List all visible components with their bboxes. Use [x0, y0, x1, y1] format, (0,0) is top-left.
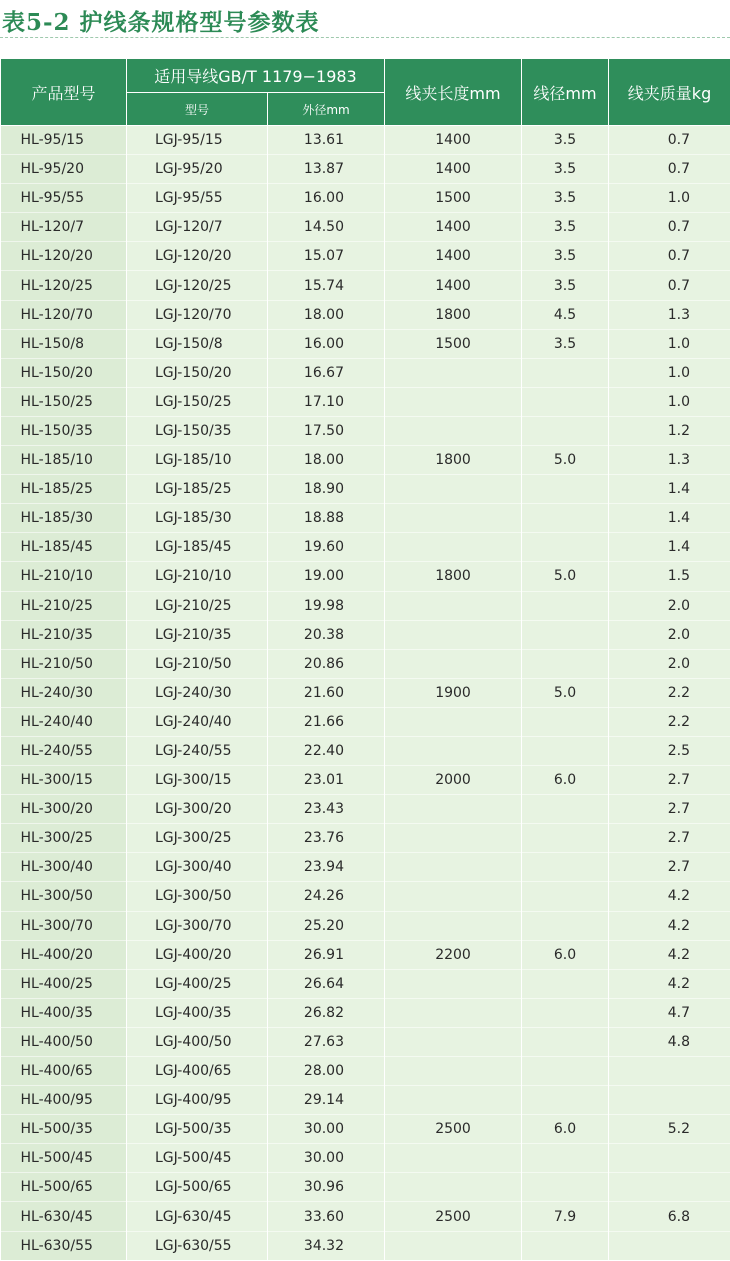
conductor-model-cell: LGJ-630/45: [127, 1202, 268, 1231]
clamp-mass-cell: 4.2: [609, 969, 730, 998]
clamp-length-cell: 1800: [385, 300, 522, 329]
clamp-mass-cell: 2.0: [609, 591, 730, 620]
conductor-model-cell: LGJ-210/25: [127, 591, 268, 620]
outer-diameter-cell: 26.91: [268, 940, 385, 969]
table-row: [1, 1086, 730, 1115]
product-model-cell: HL-120/25: [1, 271, 127, 300]
table-row: [1, 416, 730, 445]
clamp-mass-cell: 2.5: [609, 736, 730, 765]
conductor-model-cell: LGJ-120/70: [127, 300, 268, 329]
clamp-length-cell: [385, 969, 522, 998]
wire-diameter-cell: [522, 1173, 609, 1202]
wire-diameter-cell: [522, 504, 609, 533]
clamp-length-cell: [385, 998, 522, 1027]
clamp-length-cell: [385, 911, 522, 940]
wire-diameter-cell: [522, 620, 609, 649]
clamp-mass-cell: [609, 1173, 730, 1202]
clamp-mass-cell: 0.7: [609, 242, 730, 271]
table-row: [1, 969, 730, 998]
conductor-model-cell: LGJ-185/30: [127, 504, 268, 533]
clamp-mass-cell: 0.7: [609, 126, 730, 155]
table-row: [1, 1027, 730, 1056]
table-row: [1, 824, 730, 853]
conductor-model-cell: LGJ-500/65: [127, 1173, 268, 1202]
outer-diameter-cell: 18.00: [268, 300, 385, 329]
table-row: [1, 300, 730, 329]
clamp-length-cell: [385, 416, 522, 445]
conductor-model-cell: LGJ-185/10: [127, 446, 268, 475]
wire-diameter-cell: [522, 1057, 609, 1086]
conductor-model-cell: LGJ-150/35: [127, 416, 268, 445]
table-row: [1, 184, 730, 213]
clamp-mass-cell: 2.7: [609, 766, 730, 795]
product-model-cell: HL-240/55: [1, 736, 127, 765]
product-model-cell: HL-400/50: [1, 1027, 127, 1056]
clamp-length-cell: 1500: [385, 184, 522, 213]
clamp-mass-cell: 2.7: [609, 824, 730, 853]
wire-diameter-cell: [522, 1027, 609, 1056]
table-row: [1, 126, 730, 155]
conductor-model-cell: LGJ-400/25: [127, 969, 268, 998]
table-row: [1, 707, 730, 736]
clamp-mass-cell: 1.5: [609, 562, 730, 591]
product-model-cell: HL-300/15: [1, 766, 127, 795]
clamp-length-cell: [385, 358, 522, 387]
product-model-cell: HL-185/45: [1, 533, 127, 562]
product-model-cell: HL-500/65: [1, 1173, 127, 1202]
wire-diameter-cell: [522, 416, 609, 445]
clamp-mass-cell: 2.7: [609, 853, 730, 882]
clamp-length-cell: [385, 795, 522, 824]
clamp-mass-cell: 2.7: [609, 795, 730, 824]
product-model-cell: HL-400/20: [1, 940, 127, 969]
conductor-model-cell: LGJ-120/7: [127, 213, 268, 242]
product-model-cell: HL-400/35: [1, 998, 127, 1027]
wire-diameter-cell: [522, 707, 609, 736]
clamp-length-cell: [385, 736, 522, 765]
conductor-model-cell: LGJ-150/8: [127, 329, 268, 358]
outer-diameter-cell: 23.43: [268, 795, 385, 824]
product-model-cell: HL-500/35: [1, 1115, 127, 1144]
outer-diameter-cell: 15.07: [268, 242, 385, 271]
clamp-length-cell: 1400: [385, 126, 522, 155]
table-row: [1, 795, 730, 824]
outer-diameter-cell: 14.50: [268, 213, 385, 242]
outer-diameter-cell: 30.00: [268, 1115, 385, 1144]
outer-diameter-cell: 33.60: [268, 1202, 385, 1231]
product-model-cell: HL-150/8: [1, 329, 127, 358]
wire-diameter-cell: [522, 853, 609, 882]
clamp-mass-cell: 1.3: [609, 300, 730, 329]
clamp-mass-cell: [609, 1086, 730, 1115]
product-model-cell: HL-400/95: [1, 1086, 127, 1115]
conductor-model-cell: LGJ-500/35: [127, 1115, 268, 1144]
clamp-mass-cell: 1.3: [609, 446, 730, 475]
outer-diameter-cell: 26.64: [268, 969, 385, 998]
clamp-length-cell: 1500: [385, 329, 522, 358]
conductor-model-cell: LGJ-210/35: [127, 620, 268, 649]
wire-diameter-cell: [522, 736, 609, 765]
product-model-cell: HL-150/20: [1, 358, 127, 387]
clamp-length-cell: 1800: [385, 562, 522, 591]
header-clamp-mass: 线夹质量kg: [609, 59, 730, 126]
product-model-cell: HL-120/20: [1, 242, 127, 271]
wire-diameter-cell: 6.0: [522, 940, 609, 969]
outer-diameter-cell: 17.10: [268, 387, 385, 416]
spec-table: [0, 58, 730, 1261]
clamp-mass-cell: 1.4: [609, 475, 730, 504]
outer-diameter-cell: 26.82: [268, 998, 385, 1027]
table-row: [1, 242, 730, 271]
wire-diameter-cell: [522, 1144, 609, 1173]
outer-diameter-cell: 24.26: [268, 882, 385, 911]
table-row: [1, 1231, 730, 1260]
title-bar: [0, 0, 730, 58]
clamp-mass-cell: [609, 1144, 730, 1173]
product-model-cell: HL-95/55: [1, 184, 127, 213]
wire-diameter-cell: [522, 591, 609, 620]
header-wire-diameter: 线径mm: [522, 59, 609, 126]
clamp-length-cell: [385, 591, 522, 620]
table-header: [1, 59, 730, 126]
wire-diameter-cell: [522, 387, 609, 416]
outer-diameter-cell: 25.20: [268, 911, 385, 940]
clamp-length-cell: 1900: [385, 678, 522, 707]
wire-diameter-cell: [522, 649, 609, 678]
table-row: [1, 1057, 730, 1086]
clamp-mass-cell: [609, 1057, 730, 1086]
conductor-model-cell: LGJ-240/40: [127, 707, 268, 736]
conductor-model-cell: LGJ-210/50: [127, 649, 268, 678]
clamp-mass-cell: 5.2: [609, 1115, 730, 1144]
wire-diameter-cell: [522, 998, 609, 1027]
table-row: [1, 998, 730, 1027]
outer-diameter-cell: 19.98: [268, 591, 385, 620]
outer-diameter-cell: 20.38: [268, 620, 385, 649]
table-row: [1, 911, 730, 940]
table-row: [1, 1202, 730, 1231]
conductor-model-cell: LGJ-630/55: [127, 1231, 268, 1260]
outer-diameter-cell: 19.60: [268, 533, 385, 562]
header-applicable-conductor: 适用导线GB/T 1179−1983: [127, 59, 385, 93]
table-row: [1, 504, 730, 533]
conductor-model-cell: LGJ-185/45: [127, 533, 268, 562]
outer-diameter-cell: 29.14: [268, 1086, 385, 1115]
clamp-mass-cell: 1.0: [609, 184, 730, 213]
product-model-cell: HL-150/25: [1, 387, 127, 416]
conductor-model-cell: LGJ-95/15: [127, 126, 268, 155]
outer-diameter-cell: 23.76: [268, 824, 385, 853]
clamp-mass-cell: 6.8: [609, 1202, 730, 1231]
table-row: [1, 155, 730, 184]
table-row: [1, 1173, 730, 1202]
product-model-cell: HL-630/45: [1, 1202, 127, 1231]
product-model-cell: HL-210/10: [1, 562, 127, 591]
product-model-cell: HL-210/50: [1, 649, 127, 678]
conductor-model-cell: LGJ-240/30: [127, 678, 268, 707]
outer-diameter-cell: 30.96: [268, 1173, 385, 1202]
wire-diameter-cell: [522, 1231, 609, 1260]
conductor-model-cell: LGJ-120/20: [127, 242, 268, 271]
product-model-cell: HL-300/25: [1, 824, 127, 853]
clamp-length-cell: [385, 1027, 522, 1056]
product-model-cell: HL-185/25: [1, 475, 127, 504]
wire-diameter-cell: 3.5: [522, 329, 609, 358]
clamp-length-cell: [385, 1086, 522, 1115]
wire-diameter-cell: 7.9: [522, 1202, 609, 1231]
table-row: [1, 1115, 730, 1144]
product-model-cell: HL-185/10: [1, 446, 127, 475]
outer-diameter-cell: 18.90: [268, 475, 385, 504]
table-row: [1, 736, 730, 765]
conductor-model-cell: LGJ-240/55: [127, 736, 268, 765]
table-row: [1, 475, 730, 504]
conductor-model-cell: LGJ-400/35: [127, 998, 268, 1027]
conductor-model-cell: LGJ-400/65: [127, 1057, 268, 1086]
table-row: [1, 1144, 730, 1173]
header-outer-diameter: 外径mm: [268, 93, 385, 126]
clamp-length-cell: 1400: [385, 271, 522, 300]
conductor-model-cell: LGJ-120/25: [127, 271, 268, 300]
header-model: 产品型号: [1, 59, 127, 126]
clamp-length-cell: [385, 1231, 522, 1260]
table-row: [1, 591, 730, 620]
clamp-length-cell: [385, 882, 522, 911]
outer-diameter-cell: 18.88: [268, 504, 385, 533]
header-conductor-model: 型号: [127, 93, 268, 126]
clamp-mass-cell: 4.2: [609, 940, 730, 969]
wire-diameter-cell: [522, 358, 609, 387]
outer-diameter-cell: 16.00: [268, 184, 385, 213]
clamp-mass-cell: 1.0: [609, 358, 730, 387]
clamp-length-cell: 1400: [385, 155, 522, 184]
table-row: [1, 620, 730, 649]
conductor-model-cell: LGJ-185/25: [127, 475, 268, 504]
clamp-mass-cell: 1.4: [609, 504, 730, 533]
clamp-length-cell: [385, 475, 522, 504]
clamp-length-cell: [385, 824, 522, 853]
product-model-cell: HL-240/40: [1, 707, 127, 736]
outer-diameter-cell: 13.61: [268, 126, 385, 155]
clamp-mass-cell: 0.7: [609, 271, 730, 300]
product-model-cell: HL-210/25: [1, 591, 127, 620]
clamp-mass-cell: [609, 1231, 730, 1260]
table-row: [1, 533, 730, 562]
clamp-length-cell: 2500: [385, 1202, 522, 1231]
clamp-length-cell: [385, 504, 522, 533]
outer-diameter-cell: 17.50: [268, 416, 385, 445]
header-clamp-length: 线夹长度mm: [385, 59, 522, 126]
clamp-mass-cell: 1.0: [609, 329, 730, 358]
wire-diameter-cell: 3.5: [522, 242, 609, 271]
outer-diameter-cell: 13.87: [268, 155, 385, 184]
clamp-length-cell: [385, 1173, 522, 1202]
wire-diameter-cell: [522, 533, 609, 562]
product-model-cell: HL-300/20: [1, 795, 127, 824]
product-model-cell: HL-500/45: [1, 1144, 127, 1173]
clamp-length-cell: [385, 387, 522, 416]
product-model-cell: HL-120/70: [1, 300, 127, 329]
conductor-model-cell: LGJ-400/50: [127, 1027, 268, 1056]
conductor-model-cell: LGJ-150/25: [127, 387, 268, 416]
outer-diameter-cell: 21.66: [268, 707, 385, 736]
table-row: [1, 678, 730, 707]
table-row: [1, 882, 730, 911]
conductor-model-cell: LGJ-95/55: [127, 184, 268, 213]
conductor-model-cell: LGJ-400/20: [127, 940, 268, 969]
outer-diameter-cell: 16.00: [268, 329, 385, 358]
wire-diameter-cell: [522, 795, 609, 824]
table-row: [1, 649, 730, 678]
clamp-mass-cell: 4.8: [609, 1027, 730, 1056]
wire-diameter-cell: [522, 475, 609, 504]
wire-diameter-cell: 5.0: [522, 562, 609, 591]
conductor-model-cell: LGJ-300/15: [127, 766, 268, 795]
wire-diameter-cell: [522, 969, 609, 998]
wire-diameter-cell: 3.5: [522, 155, 609, 184]
clamp-length-cell: [385, 533, 522, 562]
conductor-model-cell: LGJ-400/95: [127, 1086, 268, 1115]
product-model-cell: HL-95/15: [1, 126, 127, 155]
conductor-model-cell: LGJ-95/20: [127, 155, 268, 184]
clamp-length-cell: 2200: [385, 940, 522, 969]
product-model-cell: HL-630/55: [1, 1231, 127, 1260]
conductor-model-cell: LGJ-150/20: [127, 358, 268, 387]
table-row: [1, 213, 730, 242]
clamp-mass-cell: 2.0: [609, 620, 730, 649]
outer-diameter-cell: 23.94: [268, 853, 385, 882]
table-row: [1, 446, 730, 475]
conductor-model-cell: LGJ-300/25: [127, 824, 268, 853]
clamp-mass-cell: 1.4: [609, 533, 730, 562]
clamp-mass-cell: 2.2: [609, 678, 730, 707]
conductor-model-cell: LGJ-300/20: [127, 795, 268, 824]
clamp-mass-cell: 4.7: [609, 998, 730, 1027]
outer-diameter-cell: 22.40: [268, 736, 385, 765]
wire-diameter-cell: 4.5: [522, 300, 609, 329]
wire-diameter-cell: 3.5: [522, 184, 609, 213]
outer-diameter-cell: 30.00: [268, 1144, 385, 1173]
product-model-cell: HL-95/20: [1, 155, 127, 184]
wire-diameter-cell: 5.0: [522, 446, 609, 475]
outer-diameter-cell: 18.00: [268, 446, 385, 475]
clamp-length-cell: [385, 1144, 522, 1173]
product-model-cell: HL-240/30: [1, 678, 127, 707]
wire-diameter-cell: [522, 911, 609, 940]
page-title: 表5-2 护线条规格型号参数表: [2, 4, 320, 37]
clamp-mass-cell: 1.0: [609, 387, 730, 416]
table-row: [1, 329, 730, 358]
product-model-cell: HL-120/7: [1, 213, 127, 242]
outer-diameter-cell: 20.86: [268, 649, 385, 678]
table-row: [1, 766, 730, 795]
title-divider: [0, 37, 730, 38]
clamp-length-cell: 1800: [385, 446, 522, 475]
product-model-cell: HL-400/65: [1, 1057, 127, 1086]
product-model-cell: HL-300/40: [1, 853, 127, 882]
product-model-cell: HL-210/35: [1, 620, 127, 649]
table-row: [1, 853, 730, 882]
conductor-model-cell: LGJ-300/70: [127, 911, 268, 940]
product-model-cell: HL-300/50: [1, 882, 127, 911]
clamp-length-cell: [385, 620, 522, 649]
wire-diameter-cell: [522, 824, 609, 853]
conductor-model-cell: LGJ-500/45: [127, 1144, 268, 1173]
clamp-length-cell: 1400: [385, 242, 522, 271]
wire-diameter-cell: 3.5: [522, 126, 609, 155]
clamp-mass-cell: 2.0: [609, 649, 730, 678]
clamp-mass-cell: 0.7: [609, 155, 730, 184]
wire-diameter-cell: 6.0: [522, 766, 609, 795]
table-row: [1, 387, 730, 416]
outer-diameter-cell: 34.32: [268, 1231, 385, 1260]
clamp-length-cell: [385, 707, 522, 736]
product-model-cell: HL-185/30: [1, 504, 127, 533]
product-model-cell: HL-400/25: [1, 969, 127, 998]
product-model-cell: HL-150/35: [1, 416, 127, 445]
conductor-model-cell: LGJ-300/50: [127, 882, 268, 911]
wire-diameter-cell: [522, 1086, 609, 1115]
clamp-length-cell: 2000: [385, 766, 522, 795]
outer-diameter-cell: 23.01: [268, 766, 385, 795]
outer-diameter-cell: 21.60: [268, 678, 385, 707]
clamp-length-cell: 2500: [385, 1115, 522, 1144]
conductor-model-cell: LGJ-300/40: [127, 853, 268, 882]
outer-diameter-cell: 19.00: [268, 562, 385, 591]
table-row: [1, 562, 730, 591]
outer-diameter-cell: 16.67: [268, 358, 385, 387]
clamp-length-cell: [385, 649, 522, 678]
table-body: [1, 126, 730, 1261]
conductor-model-cell: LGJ-210/10: [127, 562, 268, 591]
clamp-mass-cell: 0.7: [609, 213, 730, 242]
wire-diameter-cell: 3.5: [522, 271, 609, 300]
wire-diameter-cell: [522, 882, 609, 911]
clamp-length-cell: [385, 1057, 522, 1086]
table-row: [1, 358, 730, 387]
product-model-cell: HL-300/70: [1, 911, 127, 940]
table-row: [1, 271, 730, 300]
clamp-mass-cell: 4.2: [609, 911, 730, 940]
table-row: [1, 940, 730, 969]
wire-diameter-cell: 6.0: [522, 1115, 609, 1144]
clamp-length-cell: [385, 853, 522, 882]
outer-diameter-cell: 27.63: [268, 1027, 385, 1056]
outer-diameter-cell: 15.74: [268, 271, 385, 300]
clamp-mass-cell: 2.2: [609, 707, 730, 736]
wire-diameter-cell: 5.0: [522, 678, 609, 707]
clamp-length-cell: 1400: [385, 213, 522, 242]
clamp-mass-cell: 4.2: [609, 882, 730, 911]
outer-diameter-cell: 28.00: [268, 1057, 385, 1086]
clamp-mass-cell: 1.2: [609, 416, 730, 445]
wire-diameter-cell: 3.5: [522, 213, 609, 242]
